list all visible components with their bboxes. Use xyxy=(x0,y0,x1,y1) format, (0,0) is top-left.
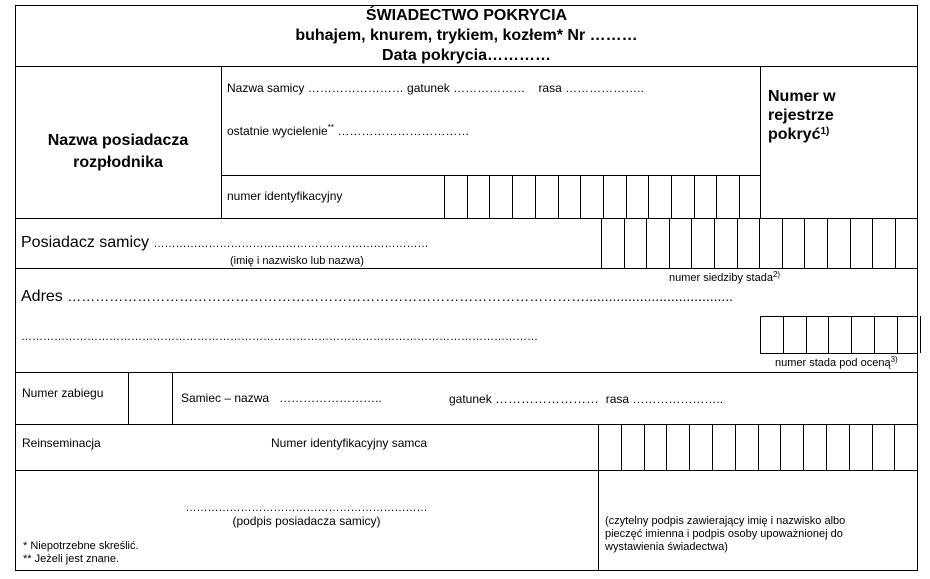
herd-box-separator xyxy=(759,218,760,268)
certificate-title: ŚWIADECTWO POKRYCIA xyxy=(365,7,568,24)
herd-box-separator xyxy=(895,218,896,268)
herd-eval-box-separator xyxy=(851,316,852,353)
female-owner-signature-label: (podpis posiadacza samicy) xyxy=(232,514,381,528)
address-row: Adres …………………………………………………………………………………………………...................................... xyxy=(21,288,734,305)
herd-eval-box-separator xyxy=(783,316,784,353)
female-id-box-separator xyxy=(558,175,559,218)
female-id-box-separator xyxy=(626,175,627,218)
herd-eval-box-separator xyxy=(828,316,829,353)
female-id-box-separator xyxy=(648,175,649,218)
header-divider xyxy=(15,66,918,67)
female-id-box-separator xyxy=(467,175,468,218)
female-id-box-separator xyxy=(739,175,740,218)
register-column-divider xyxy=(760,66,761,218)
female-id-box-separator xyxy=(489,175,490,218)
certificate-form xyxy=(15,5,918,571)
herd-box-separator xyxy=(714,218,715,268)
herd-eval-label: numer stada pod oceną$^{3)}$ xyxy=(775,355,898,369)
female-owner-bottom-divider xyxy=(15,268,918,269)
procedure-bottom-divider xyxy=(15,424,918,425)
female-id-divider xyxy=(221,175,760,176)
male-id-box-separator xyxy=(598,424,599,470)
address-bottom-divider xyxy=(15,372,918,373)
male-id-box-separator xyxy=(872,424,873,470)
footnote-unnecessary: * Niepotrzebne skreślić. xyxy=(23,540,139,552)
frame-bottom-border xyxy=(15,570,918,571)
female-owner-sublabel: (imię i nazwisko lub nazwa) xyxy=(230,255,364,267)
female-owner-signature-line[interactable]: ………………………………………………………… xyxy=(185,502,428,514)
herd-eval-box-separator xyxy=(920,316,921,353)
procedure-label-divider xyxy=(128,372,129,424)
procedure-number-label: Numer zabiegu xyxy=(22,386,104,400)
herd-number-label: numer siedziby stada$^{2)}$ xyxy=(669,270,781,284)
male-id-box-separator xyxy=(803,424,804,470)
certificate-subtitle: buhajem, knurem, trykiem, kozłem* Nr ……… xyxy=(295,27,638,44)
herd-box-separator xyxy=(737,218,738,268)
female-id-box-separator xyxy=(512,175,513,218)
female-id-box-separator xyxy=(694,175,695,218)
female-owner-row: Posiadacz samicy ………………………………………………………………… xyxy=(21,234,429,251)
issuer-signature-label: (czytelny podpis zawierający imię i nazwisko albo pieczęć imienna i podpis osoby upoważnionej do wystawienia świadectwa) xyxy=(605,515,846,553)
female-id-box-separator xyxy=(580,175,581,218)
herd-box-separator xyxy=(624,218,625,268)
female-id-box-separator xyxy=(716,175,717,218)
male-id-label: Numer identyfikacyjny samca xyxy=(271,436,428,450)
herd-eval-box-separator xyxy=(760,316,761,353)
female-id-label: numer identyfikacyjny xyxy=(227,189,343,203)
male-species-row: gatunek …………………… rasa ………………….. xyxy=(449,391,724,406)
footnote-if-known: ** Jeżeli jest znane. xyxy=(23,553,119,565)
male-id-box-separator xyxy=(894,424,895,470)
male-name-row: Samiec – nazwa …………………….. xyxy=(181,391,382,405)
herd-box-separator xyxy=(827,218,828,268)
herd-eval-box-separator xyxy=(897,316,898,353)
herd-box-separator xyxy=(782,218,783,268)
reinsemination-bottom-divider xyxy=(15,470,918,471)
herd-box-separator xyxy=(872,218,873,268)
male-id-box-separator xyxy=(758,424,759,470)
frame-left-border xyxy=(15,5,16,571)
male-id-box-separator xyxy=(644,424,645,470)
herd-box-separator xyxy=(850,218,851,268)
herd-box-separator xyxy=(601,218,602,268)
last-calving-row: ostatnie wycielenie** …………………………… xyxy=(227,123,470,138)
female-id-box-separator xyxy=(603,175,604,218)
herd-eval-box-separator xyxy=(806,316,807,353)
frame-top-border xyxy=(15,5,918,6)
male-id-box-separator xyxy=(826,424,827,470)
sire-owner-label: Nazwa posiadacza rozpłodnika xyxy=(47,132,189,171)
male-id-box-separator xyxy=(621,424,622,470)
mating-date-label: Data pokrycia………… xyxy=(382,47,551,64)
male-id-box-separator xyxy=(917,424,918,470)
frame-right-border xyxy=(917,5,918,571)
female-id-box-separator xyxy=(535,175,536,218)
male-id-box-separator xyxy=(735,424,736,470)
male-id-box-separator xyxy=(666,424,667,470)
herd-box-separator xyxy=(669,218,670,268)
signature-column-divider xyxy=(598,470,599,571)
female-name-row: Nazwa samicy …………………… gatunek ……………… rasa ……………….. xyxy=(227,81,644,95)
herd-box-separator xyxy=(917,218,918,268)
male-id-box-separator xyxy=(849,424,850,470)
female-id-box-separator xyxy=(671,175,672,218)
herd-eval-box-border xyxy=(760,353,918,354)
herd-box-separator xyxy=(804,218,805,268)
owner-column-divider xyxy=(221,66,222,218)
register-label: Numer w rejestrze pokryć$^{1)}$ xyxy=(768,88,836,143)
male-id-box-separator xyxy=(712,424,713,470)
herd-eval-box-border xyxy=(760,316,918,317)
herd-box-separator xyxy=(646,218,647,268)
herd-box-separator xyxy=(691,218,692,268)
reinsemination-label: Reinseminacja xyxy=(22,436,101,450)
male-id-box-separator xyxy=(780,424,781,470)
herd-eval-box-separator xyxy=(874,316,875,353)
female-id-box-separator xyxy=(444,175,445,218)
procedure-number-divider xyxy=(172,372,173,424)
male-id-box-separator xyxy=(689,424,690,470)
address-second-line: …………………………………………………………………………………………………………………………… xyxy=(21,331,538,343)
